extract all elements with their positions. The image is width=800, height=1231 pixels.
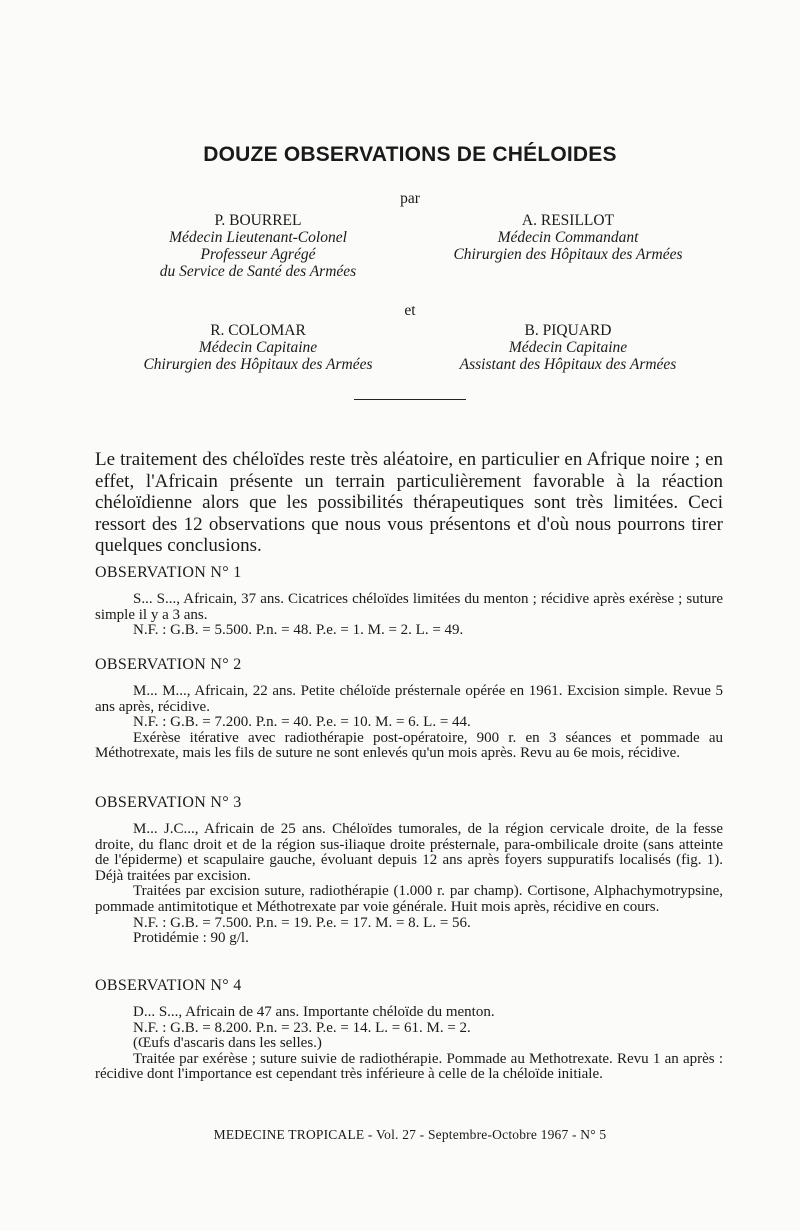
observation-paragraph: Traitées par excision suture, radiothérapie (1.000 r. par champ). Cortisone, Alphachymotrypsine, pommade antimitotique et Méthotrexate par voie générale. Huit mois après, récidive en cours. bbox=[95, 883, 723, 915]
observation-paragraph: N.F. : G.B. = 8.200. P.n. = 23. P.e. = 14. L. = 61. M. = 2. bbox=[133, 1019, 471, 1036]
article-title: DOUZE OBSERVATIONS DE CHÉLOIDES bbox=[203, 143, 617, 166]
observation-heading: OBSERVATION N° 1 bbox=[95, 564, 242, 581]
author-title-line: Assistant des Hôpitaux des Armées bbox=[459, 356, 677, 373]
author-title-line: Chirurgien des Hôpitaux des Armées bbox=[143, 356, 373, 373]
observation-paragraph: N.F. : G.B. = 5.500. P.n. = 48. P.e. = 1. M. = 2. L. = 49. bbox=[133, 622, 464, 639]
author-name: A. RESILLOT bbox=[521, 212, 615, 229]
author-title-line: Médecin Lieutenant-Colonel bbox=[169, 229, 347, 246]
observation-body bbox=[95, 684, 723, 762]
observation-heading: OBSERVATION N° 2 bbox=[95, 656, 242, 673]
observation-paragraph: N.F. : G.B. = 7.200. P.n. = 40. P.e. = 10. M. = 6. L. = 44. bbox=[133, 714, 471, 731]
author-title-line: Médecin Commandant bbox=[497, 229, 639, 246]
observation-paragraph: Exérèse itérative avec radiothérapie post-opératoire, 900 r. en 3 séances et pommade au Méthotrexate, mais les fils de suture ne sont enlevés qu'un mois après. Revu au 6e mois, récidive. bbox=[95, 729, 723, 762]
observation-heading: OBSERVATION N° 3 bbox=[95, 794, 242, 811]
intro-paragraph: Le traitement des chéloïdes reste très aléatoire, en particulier en Afrique noire ; en effet, l'Africain présente un terrain particulièrement favorable à la réaction chéloïdienne alors que les possibilités thérapeutiques sont très limitées. Ceci ressort des 12 observations que nous vous présentons et d'où nous pourrons tirer quelques conclusions. bbox=[95, 449, 723, 557]
author-block bbox=[398, 322, 738, 373]
author-title-line: Professeur Agrégé bbox=[200, 246, 316, 263]
separator-rule bbox=[354, 399, 466, 400]
observation-paragraph: S... S..., Africain, 37 ans. Cicatrices chéloïdes limitées du menton ; récidive après exérèse ; suture simple il y a 3 ans. bbox=[95, 591, 723, 623]
observation-paragraph: Protidémie : 90 g/l. bbox=[133, 930, 249, 947]
author-block bbox=[398, 212, 738, 263]
author-block bbox=[88, 212, 428, 280]
author-name: R. COLOMAR bbox=[210, 322, 306, 339]
observation-paragraph: D... S..., Africain de 47 ans. Importante chéloïde du menton. bbox=[133, 1004, 495, 1020]
observation-body bbox=[95, 822, 723, 947]
observation-paragraph: M... M..., Africain, 22 ans. Petite chéloïde présternale opérée en 1961. Excision simple. Revue 5 ans après, récidive. bbox=[95, 683, 723, 715]
observation-paragraph: M... J.C..., Africain de 25 ans. Chéloïdes tumorales, de la région cervicale droite, de la fesse droite, du flanc droit et de la région sus-iliaque droite présternale, para-ombilicale droite (sans atteinte de l'épiderme) et scapulaire gauche, évoluant depuis 12 ans après foyers suppuratifs localisés (fig. 1). Déjà traitées par excision. bbox=[95, 821, 723, 884]
et-label: et bbox=[404, 302, 416, 319]
journal-footer: MEDECINE TROPICALE - Vol. 27 - Septembre-Octobre 1967 - N° 5 bbox=[213, 1127, 607, 1142]
observation-heading: OBSERVATION N° 4 bbox=[95, 977, 242, 994]
observation-paragraph: (Œufs d'ascaris dans les selles.) bbox=[133, 1035, 322, 1052]
author-name: B. PIQUARD bbox=[524, 322, 612, 339]
author-name: P. BOURREL bbox=[214, 212, 302, 229]
par-label: par bbox=[400, 190, 420, 207]
observation-paragraph: N.F. : G.B. = 7.500. P.n. = 19. P.e. = 17. M. = 8. L. = 56. bbox=[133, 914, 471, 931]
author-title-line: Médecin Capitaine bbox=[508, 339, 628, 356]
author-title-line: du Service de Santé des Armées bbox=[159, 263, 357, 280]
author-block bbox=[88, 322, 428, 373]
author-title-line: Médecin Capitaine bbox=[198, 339, 318, 356]
observation-body bbox=[95, 1005, 723, 1083]
observation-paragraph: Traitée par exérèse ; suture suivie de radiothérapie. Pommade au Methotrexate. Revu 1 an après : récidive dont l'importance est cependant très inférieure à celle de la chéloïde initiale. bbox=[95, 1050, 723, 1083]
author-title-line: Chirurgien des Hôpitaux des Armées bbox=[453, 246, 683, 263]
observation-body bbox=[95, 592, 723, 639]
